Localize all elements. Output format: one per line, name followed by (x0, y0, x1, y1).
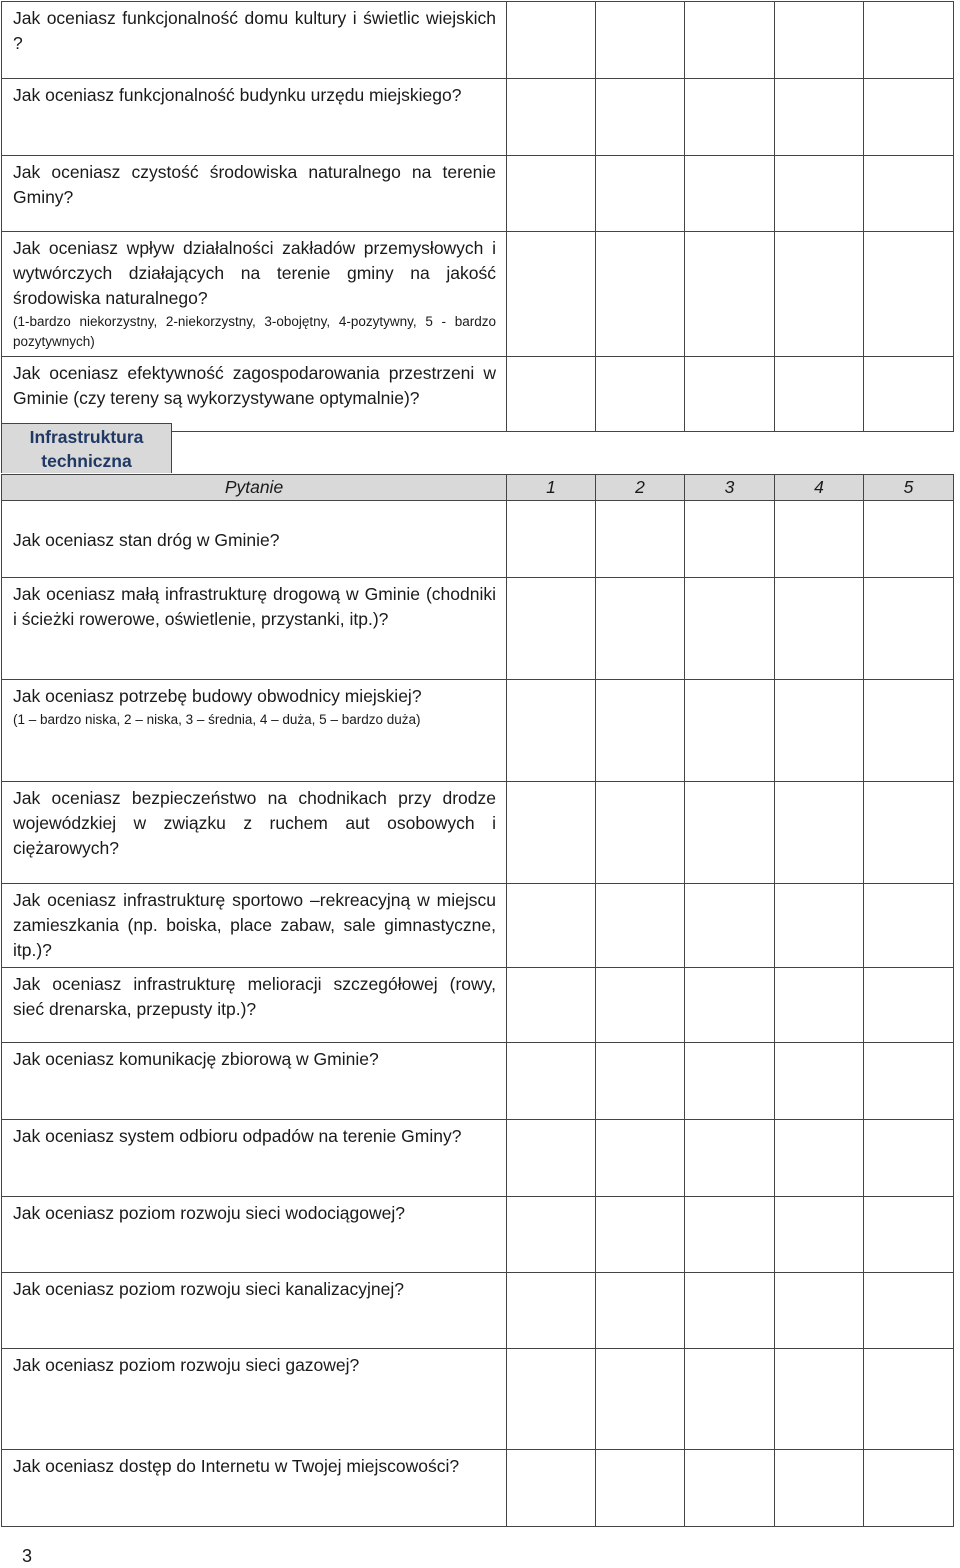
rating-cell-1[interactable] (507, 1349, 596, 1450)
rating-cell-2[interactable] (596, 1450, 685, 1527)
column-header-rating-3: 3 (685, 475, 775, 501)
question-cell (2, 1197, 507, 1273)
page-number: 3 (22, 1546, 33, 1566)
rating-cell-5[interactable] (864, 1450, 954, 1527)
rating-cell-3[interactable] (685, 968, 775, 1043)
rating-cell-1[interactable] (507, 1043, 596, 1120)
question-cell (2, 680, 507, 782)
rating-cell-1[interactable] (507, 1450, 596, 1527)
question-cell (2, 782, 507, 884)
rating-cell-4[interactable] (775, 578, 864, 680)
question-text: Jak oceniasz potrzebę budowy obwodnicy miejskiej? (13, 686, 422, 706)
rating-cell-4[interactable] (775, 1043, 864, 1120)
rating-cell-3[interactable] (685, 2, 775, 79)
question-text: Jak oceniasz małą infrastrukturę drogową w Gminie (chodniki i ścieżki rowerowe, oświetlenie, przystanki, itp.)? (13, 584, 496, 629)
rating-cell-2[interactable] (596, 501, 685, 578)
rating-cell-1[interactable] (507, 1197, 596, 1273)
rating-cell-1[interactable] (507, 232, 596, 357)
rating-cell-2[interactable] (596, 680, 685, 782)
rating-cell-4[interactable] (775, 1349, 864, 1450)
rating-cell-3[interactable] (685, 501, 775, 578)
table-row (2, 1349, 954, 1450)
rating-cell-2[interactable] (596, 578, 685, 680)
rating-cell-1[interactable] (507, 680, 596, 782)
survey-table-infrastructure (1, 474, 954, 1527)
rating-cell-5[interactable] (864, 357, 954, 432)
section-header-infrastructure (1, 423, 172, 473)
rating-cell-4[interactable] (775, 501, 864, 578)
table-row (2, 578, 954, 680)
question-cell (2, 1120, 507, 1197)
rating-cell-1[interactable] (507, 968, 596, 1043)
table-row (2, 680, 954, 782)
question-text: Jak oceniasz funkcjonalność domu kultury i świetlic wiejskich ? (13, 8, 496, 53)
rating-cell-3[interactable] (685, 782, 775, 884)
rating-cell-5[interactable] (864, 968, 954, 1043)
question-cell (2, 156, 507, 232)
rating-cell-1[interactable] (507, 884, 596, 968)
rating-cell-4[interactable] (775, 79, 864, 156)
rating-cell-3[interactable] (685, 1450, 775, 1527)
rating-cell-1[interactable] (507, 156, 596, 232)
question-cell (2, 501, 507, 578)
rating-cell-4[interactable] (775, 782, 864, 884)
rating-cell-5[interactable] (864, 1120, 954, 1197)
table-row (2, 501, 954, 578)
rating-cell-5[interactable] (864, 79, 954, 156)
rating-cell-4[interactable] (775, 680, 864, 782)
rating-cell-1[interactable] (507, 1120, 596, 1197)
question-cell (2, 578, 507, 680)
table-row (2, 1043, 954, 1120)
rating-cell-5[interactable] (864, 156, 954, 232)
rating-cell-5[interactable] (864, 501, 954, 578)
question-text: Jak oceniasz czystość środowiska naturalnego na terenie Gminy? (13, 162, 496, 207)
table-row (2, 968, 954, 1043)
rating-cell-1[interactable] (507, 501, 596, 578)
rating-cell-2[interactable] (596, 1197, 685, 1273)
rating-cell-2[interactable] (596, 156, 685, 232)
rating-cell-3[interactable] (685, 884, 775, 968)
rating-cell-4[interactable] (775, 357, 864, 432)
rating-cell-4[interactable] (775, 1120, 864, 1197)
question-cell (2, 1273, 507, 1349)
rating-cell-1[interactable] (507, 578, 596, 680)
question-cell (2, 968, 507, 1043)
table-row (2, 884, 954, 968)
rating-cell-1[interactable] (507, 782, 596, 884)
rating-cell-3[interactable] (685, 156, 775, 232)
rating-cell-2[interactable] (596, 782, 685, 884)
question-text: Jak oceniasz poziom rozwoju sieci wodociągowej? (13, 1203, 405, 1223)
rating-cell-4[interactable] (775, 1273, 864, 1349)
column-header-rating-4: 4 (775, 475, 864, 501)
rating-cell-3[interactable] (685, 357, 775, 432)
rating-cell-3[interactable] (685, 1273, 775, 1349)
table-row (2, 2, 954, 79)
table-row (2, 1197, 954, 1273)
question-cell (2, 884, 507, 968)
rating-cell-4[interactable] (775, 884, 864, 968)
rating-cell-4[interactable] (775, 1197, 864, 1273)
rating-cell-5[interactable] (864, 578, 954, 680)
question-cell (2, 1349, 507, 1450)
rating-cell-5[interactable] (864, 884, 954, 968)
rating-cell-4[interactable] (775, 1450, 864, 1527)
survey-table-general (1, 1, 954, 432)
rating-cell-3[interactable] (685, 1197, 775, 1273)
rating-cell-2[interactable] (596, 1043, 685, 1120)
rating-cell-4[interactable] (775, 2, 864, 79)
rating-cell-3[interactable] (685, 1120, 775, 1197)
table-row (2, 156, 954, 232)
question-text: Jak oceniasz poziom rozwoju sieci kanalizacyjnej? (13, 1279, 405, 1299)
rating-cell-2[interactable] (596, 968, 685, 1043)
rating-cell-4[interactable] (775, 968, 864, 1043)
rating-cell-5[interactable] (864, 1197, 954, 1273)
rating-cell-3[interactable] (685, 578, 775, 680)
rating-cell-2[interactable] (596, 1273, 685, 1349)
table-row (2, 357, 954, 432)
rating-cell-5[interactable] (864, 680, 954, 782)
table-header-row (2, 475, 954, 501)
rating-cell-5[interactable] (864, 1043, 954, 1120)
rating-cell-5[interactable] (864, 782, 954, 884)
rating-cell-2[interactable] (596, 884, 685, 968)
rating-cell-3[interactable] (685, 1043, 775, 1120)
table-row (2, 79, 954, 156)
rating-cell-5[interactable] (864, 1273, 954, 1349)
rating-cell-2[interactable] (596, 2, 685, 79)
question-text: Jak oceniasz efektywność zagospodarowania przestrzeni w Gminie (czy tereny są wykorzystywane optymalnie)? (13, 363, 496, 408)
rating-cell-2[interactable] (596, 1349, 685, 1450)
table-row (2, 1120, 954, 1197)
question-text: Jak oceniasz funkcjonalność budynku urzędu miejskiego? (13, 85, 462, 105)
question-text: Jak oceniasz wpływ działalności zakładów przemysłowych i wytwórczych działających na terenie gminy na jakość środowiska naturalnego? (13, 238, 496, 308)
question-cell (2, 2, 507, 79)
table-row (2, 1273, 954, 1349)
rating-cell-2[interactable] (596, 1120, 685, 1197)
question-cell (2, 357, 507, 432)
question-text: Jak oceniasz dostęp do Internetu w Twojej miejscowości? (13, 1456, 460, 1476)
rating-cell-4[interactable] (775, 232, 864, 357)
column-header-rating-2: 2 (596, 475, 685, 501)
rating-cell-5[interactable] (864, 2, 954, 79)
rating-cell-2[interactable] (596, 232, 685, 357)
rating-cell-3[interactable] (685, 680, 775, 782)
rating-cell-1[interactable] (507, 357, 596, 432)
question-text: Jak oceniasz infrastrukturę sportowo –rekreacyjną w miejscu zamieszkania (np. boiska, place zabaw, sale gimnastyczne, itp.)? (13, 890, 496, 960)
question-text: Jak oceniasz infrastrukturę melioracji szczegółowej (rowy, sieć drenarska, przepusty itp.)? (13, 974, 496, 1019)
question-text: Jak oceniasz bezpieczeństwo na chodnikach przy drodze wojewódzkiej w związku z ruchem aut osobowych i ciężarowych? (13, 788, 496, 858)
rating-cell-1[interactable] (507, 1273, 596, 1349)
rating-cell-1[interactable] (507, 79, 596, 156)
column-header-question: Pytanie (2, 475, 507, 501)
rating-cell-3[interactable] (685, 79, 775, 156)
question-text: Jak oceniasz stan dróg w Gminie? (13, 530, 280, 550)
rating-cell-5[interactable] (864, 232, 954, 357)
rating-cell-4[interactable] (775, 156, 864, 232)
question-text: Jak oceniasz komunikację zbiorową w Gminie? (13, 1049, 379, 1069)
question-cell (2, 1043, 507, 1120)
section-title: Infrastruktura techniczna (29, 426, 144, 471)
rating-cell-2[interactable] (596, 79, 685, 156)
question-text: Jak oceniasz poziom rozwoju sieci gazowej? (13, 1355, 360, 1375)
rating-cell-5[interactable] (864, 1349, 954, 1450)
question-cell (2, 1450, 507, 1527)
question-text: Jak oceniasz system odbioru odpadów na terenie Gminy? (13, 1126, 462, 1146)
column-header-rating-5: 5 (864, 475, 954, 501)
question-cell (2, 232, 507, 357)
table-row (2, 782, 954, 884)
table-row (2, 1450, 954, 1527)
rating-scale-note: (1 – bardzo niska, 2 – niska, 3 – średnia, 4 – duża, 5 – bardzo duża) (13, 712, 421, 727)
rating-scale-note: (1-bardzo niekorzystny, 2-niekorzystny, 3-obojętny, 4-pozytywny, 5 - bardzo pozytywnych) (13, 314, 496, 349)
question-cell (2, 79, 507, 156)
rating-cell-3[interactable] (685, 232, 775, 357)
column-header-rating-1: 1 (507, 475, 596, 501)
rating-cell-3[interactable] (685, 1349, 775, 1450)
table-row (2, 232, 954, 357)
rating-cell-1[interactable] (507, 2, 596, 79)
rating-cell-2[interactable] (596, 357, 685, 432)
